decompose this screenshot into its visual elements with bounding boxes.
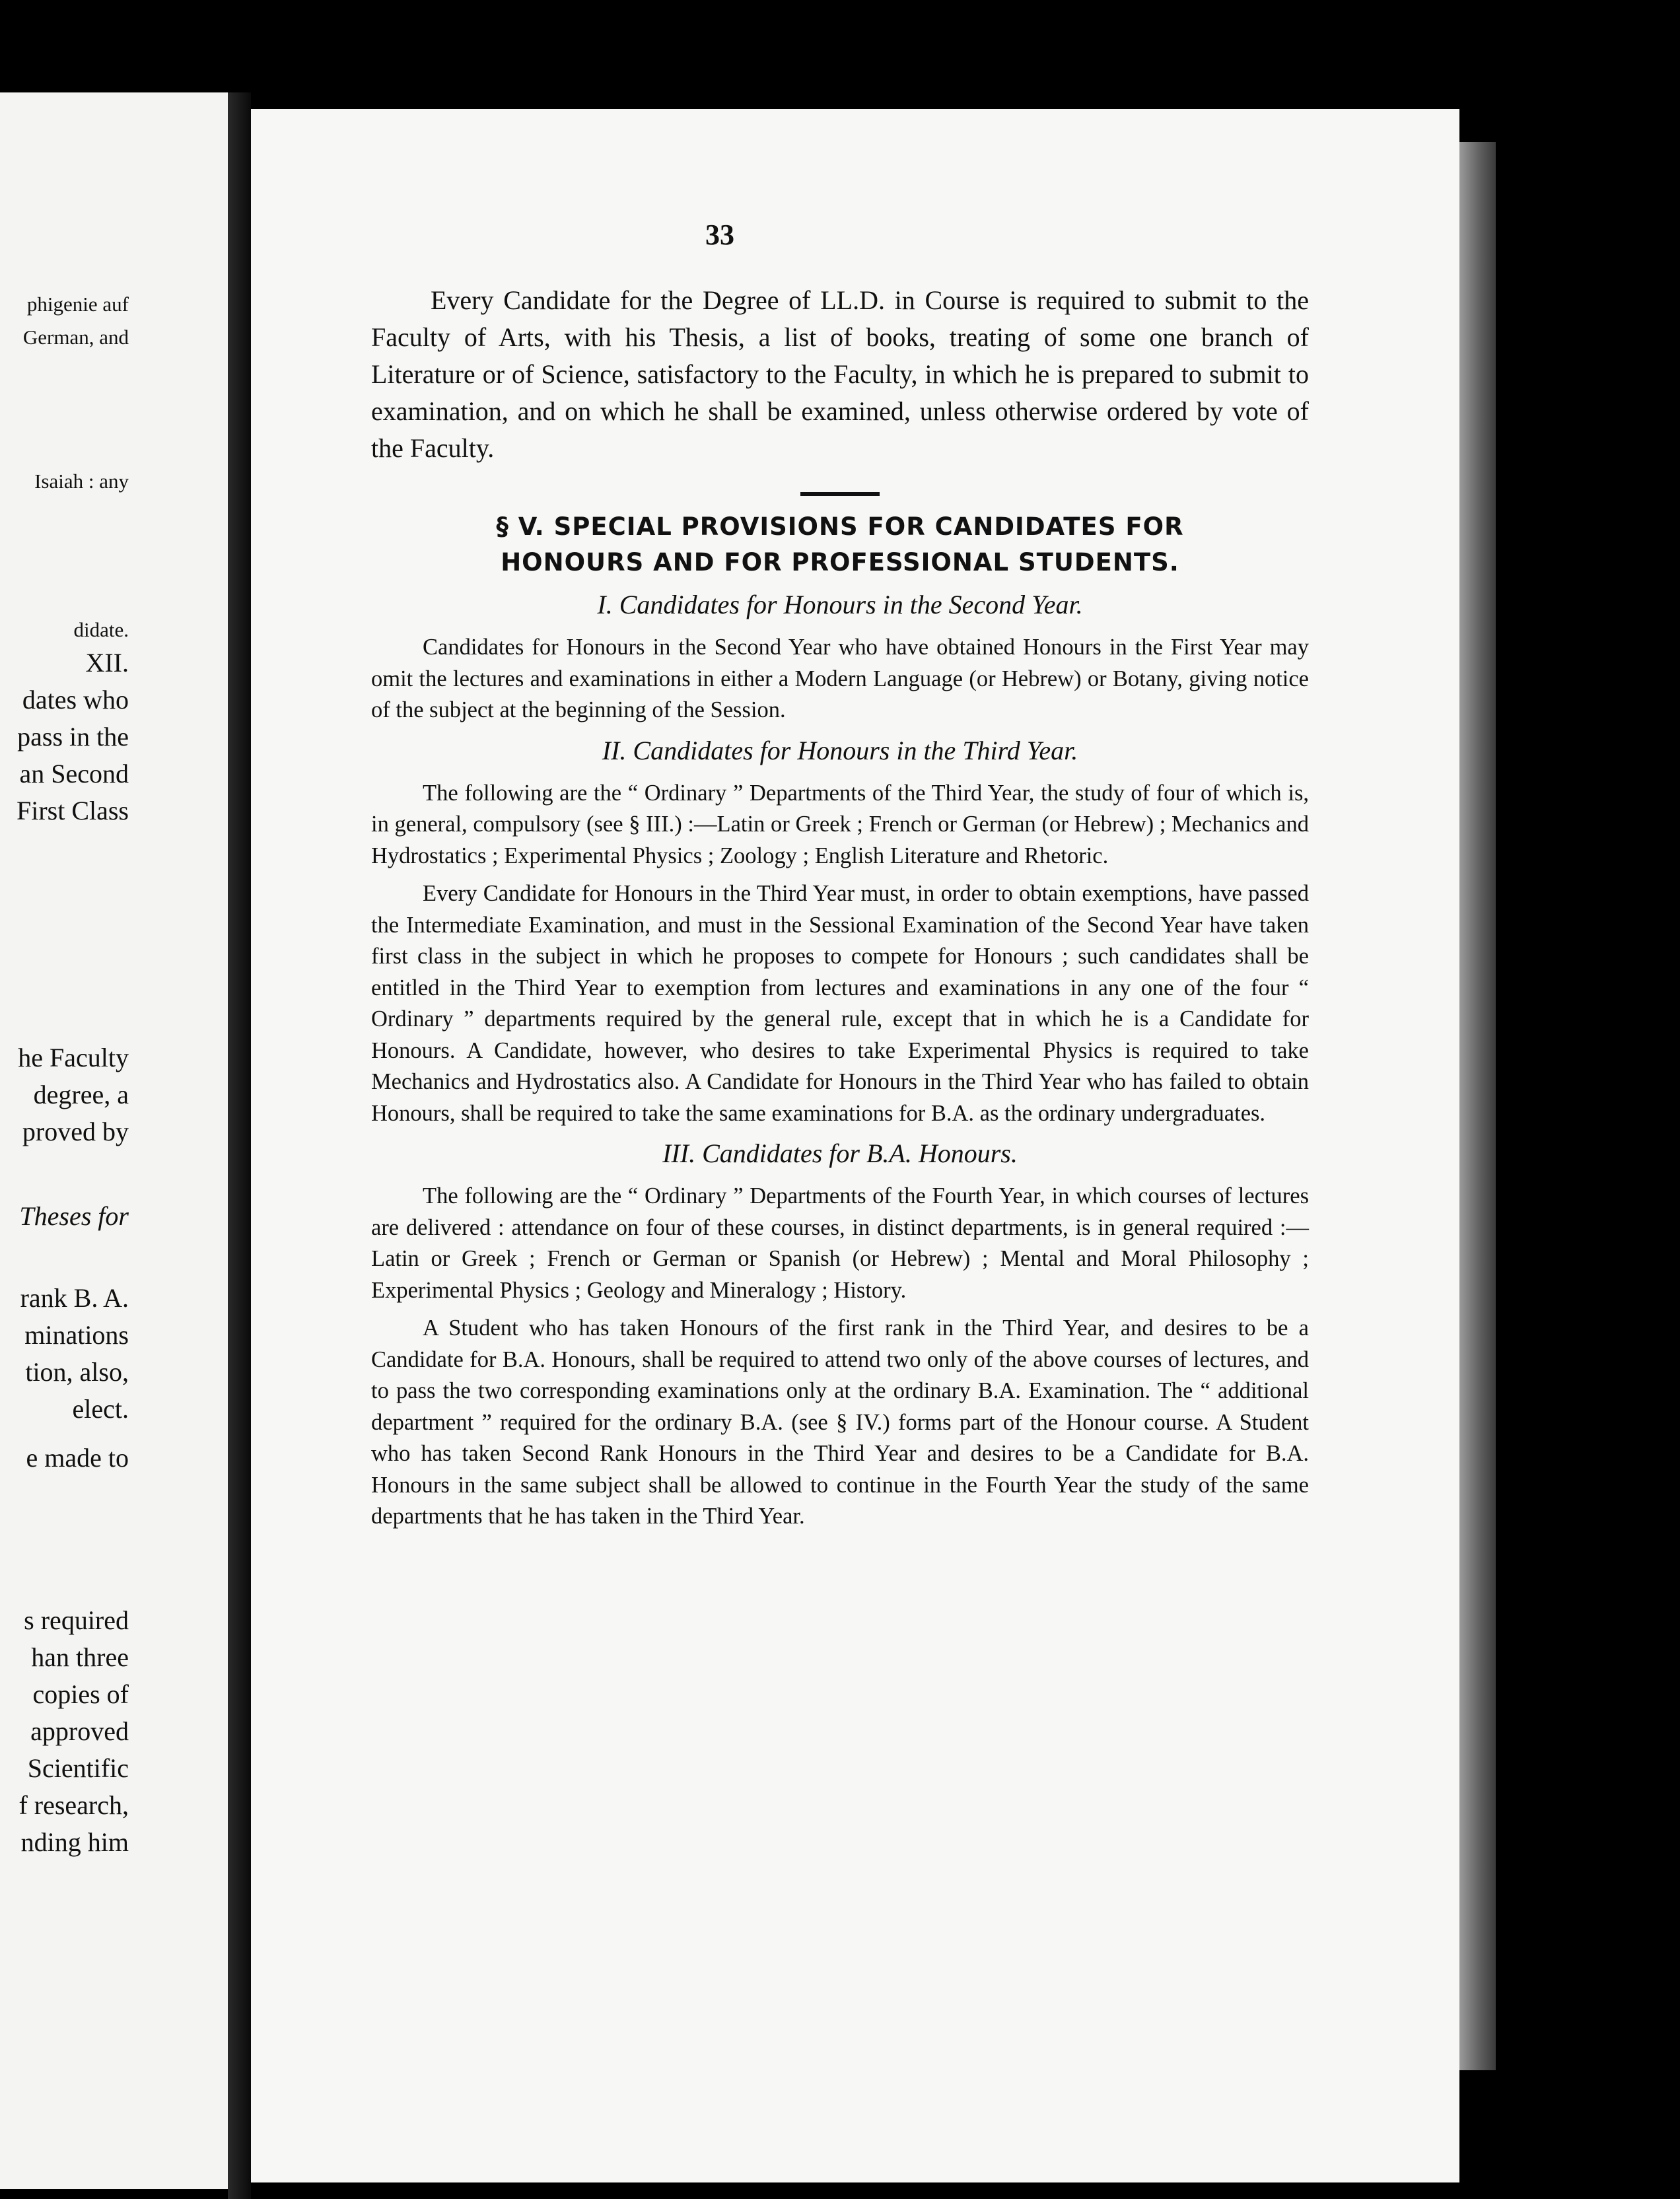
page-content xyxy=(371,282,1309,1539)
left-page-text-fragment: f research, xyxy=(18,1790,129,1820)
left-page-text-fragment: elect. xyxy=(72,1394,129,1424)
left-page-text-fragment: minations xyxy=(24,1320,129,1350)
left-page-text-fragment: han three xyxy=(31,1642,129,1672)
left-page-text-fragment: approved xyxy=(30,1716,129,1746)
subheading-ba-honours: III. Candidates for B.A. Honours. xyxy=(662,1138,1018,1168)
left-page-text-fragment: s required xyxy=(24,1605,129,1635)
paragraph-third-year-departments: The following are the “ Ordinary ” Departments of the Third Year, the study of four of which is, in general, compulsory (see § III.) :—Latin or Greek ; French or German (or Hebrew) ; Mechanics and Hydrostatics ; Experimental Physics ; Zoology ; English Literature and Rhetoric. xyxy=(371,780,1309,868)
subheading-second-year: I. Candidates for Honours in the Second Year. xyxy=(597,590,1083,619)
left-page-text-fragment: proved by xyxy=(22,1117,129,1146)
left-page-text-fragment: copies of xyxy=(32,1679,129,1709)
paragraph-second-year: Candidates for Honours in the Second Year who have obtained Honours in the First Year may omit the lectures and examinations in either a Modern Language (or Hebrew) or Botany, giving notice of the subject at the beginning of the Session. xyxy=(371,635,1309,722)
paragraph-third-year-exemptions: Every Candidate for Honours in the Third Year must, in order to obtain exemptions, have passed the Intermediate Examination, and must in the Sessional Examination of the Second Year have taken first class in the subject in which he proposes to compete for Honours ; such candidates shall be entitled in the Third Year to exemption from lectures and examinations in any one of the four “ Ordinary ” departments required by the general rule, except that in which he is a Candidate for Honours. A Candidate, however, who desires to take Experimental Physics is required to take Mechanics and Hydrostatics also. A Candidate for Honours in the Third Year who has failed to obtain Honours, shall be required to take the same examinations for B.A. as the ordinary undergraduates. xyxy=(371,881,1309,1126)
section-heading-line-1: § V. SPECIAL PROVISIONS FOR CANDIDATES FOR xyxy=(496,512,1184,541)
section-heading-line-2: HONOURS AND FOR PROFESSIONAL STUDENTS. xyxy=(501,548,1179,576)
lead-paragraph: Every Candidate for the Degree of LL.D. in Course is required to submit to the Faculty of Arts, with his Thesis, a list of books, treating of some one branch of Literature or of Science, satisfactory to the Faculty, in which he is prepared to submit to examination, and on which he shall be examined, unless otherwise ordered by vote of the Faculty. xyxy=(371,285,1309,463)
left-page-text-fragment: tion, also, xyxy=(25,1357,129,1387)
left-page-text-fragment: degree, a xyxy=(33,1080,129,1109)
left-page-text-fragment: an Second xyxy=(19,759,129,788)
facing-page-left xyxy=(0,92,228,2189)
left-page-text-fragment: Isaiah : any xyxy=(34,470,129,493)
left-page-text-fragment: didate. xyxy=(73,618,129,641)
left-page-text-fragment: nding him xyxy=(20,1827,129,1857)
left-page-text-fragment: dates who xyxy=(22,685,129,715)
left-page-text-fragment: phigenie auf xyxy=(26,293,129,316)
subheading-third-year: II. Candidates for Honours in the Third Year. xyxy=(602,735,1078,765)
page-number: 33 xyxy=(705,219,734,251)
book-gutter xyxy=(228,92,251,2199)
left-page-text-fragment: he Faculty xyxy=(18,1043,129,1072)
left-page-text-fragment: First Class xyxy=(16,796,129,825)
left-page-text-fragment: rank B. A. xyxy=(20,1283,129,1313)
left-page-text-fragment: pass in the xyxy=(17,722,129,751)
left-page-text-fragment: Scientific xyxy=(27,1753,129,1783)
left-page-text-fragment: Theses for xyxy=(19,1201,129,1231)
left-page-text-fragment: XII. xyxy=(85,648,129,678)
main-page xyxy=(251,109,1459,2182)
section-heading xyxy=(371,509,1309,580)
left-page-text-fragment: e made to xyxy=(26,1443,129,1473)
section-divider xyxy=(800,492,880,496)
paragraph-fourth-year-departments: The following are the “ Ordinary ” Departments of the Fourth Year, in which courses of lectures are delivered : attendance on four of these courses, in distinct departments, is in general required :—Latin or Greek ; French or German or Spanish (or Hebrew) ; Mental and Moral Philosophy ; Experimental Physics ; Geology and Mineralogy ; History. xyxy=(371,1183,1309,1303)
page-edge xyxy=(1459,142,1496,2070)
paragraph-ba-honours-requirements: A Student who has taken Honours of the first rank in the Third Year, and desires to be a Candidate for B.A. Honours, shall be required to attend two only of the above courses of lectures, and to pass the two corresponding examinations only at the ordinary B.A. Examination. The “ additional department ” required for the ordinary B.A. (see § IV.) forms part of the Honour course. A Student who has taken Second Rank Honours in the Third Year and desires to be a Candidate for B.A. Honours in the same subject shall be allowed to continue in the Fourth Year the study of the same departments that he has taken in the Third Year. xyxy=(371,1315,1309,1529)
left-page-text-fragment: German, and xyxy=(22,326,129,349)
